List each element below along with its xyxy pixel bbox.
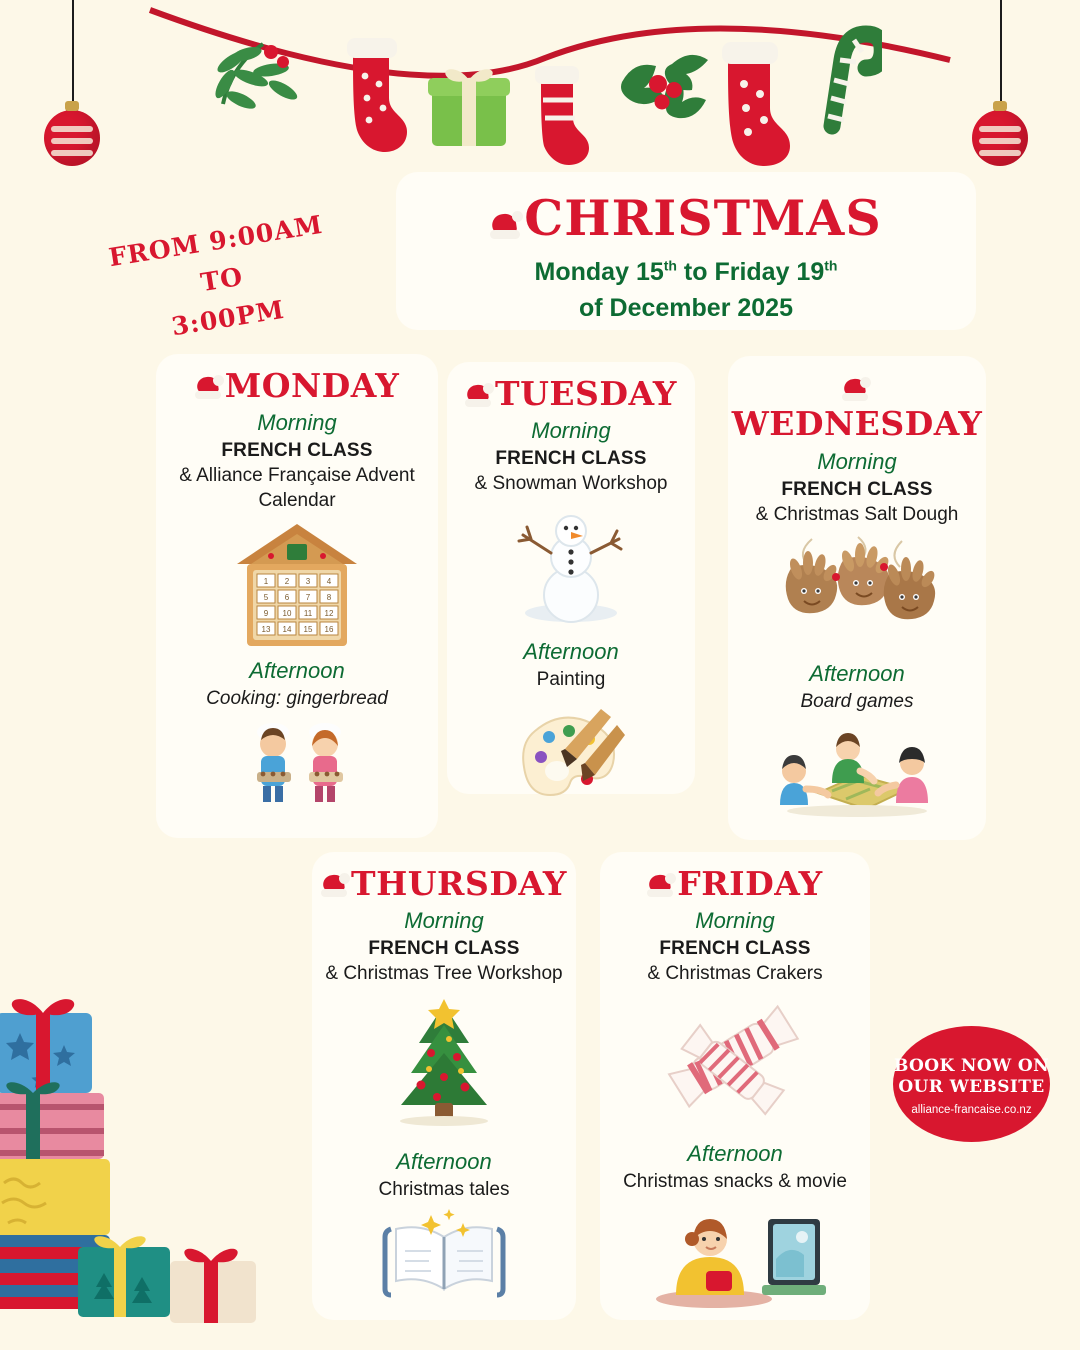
morning-class: FRENCH CLASS [221, 440, 373, 462]
day-title-thursday [312, 866, 576, 902]
day-title-text: FRIDAY [677, 864, 823, 903]
svg-text:2: 2 [284, 576, 290, 586]
morning-label: Morning [695, 908, 775, 934]
svg-text:15: 15 [303, 624, 313, 634]
afternoon-label: Afternoon [687, 1140, 783, 1166]
gift-pile-illustration [0, 985, 286, 1350]
morning-activity: & Christmas Tree Workshop [325, 963, 563, 985]
svg-text:11: 11 [303, 608, 313, 618]
afternoon-label: Afternoon [523, 638, 619, 664]
morning-label: Morning [257, 410, 337, 436]
snowman-icon [447, 507, 695, 625]
santa-hat-icon [195, 377, 221, 399]
svg-text:3: 3 [305, 576, 311, 586]
day-card-monday [156, 354, 438, 838]
svg-text:1: 1 [263, 576, 269, 586]
day-card-tuesday [447, 362, 695, 794]
day-title-monday [156, 368, 438, 404]
event-dates-line-1: Monday 15th to Friday 19th [534, 257, 838, 286]
morning-class: FRENCH CLASS [659, 938, 811, 960]
morning-activity: & Alliance Française Advent Calendar [179, 465, 415, 511]
morning-activity: & Snowman Workshop [474, 473, 668, 495]
afternoon-activity: Christmas tales [378, 1178, 510, 1200]
event-dates [396, 255, 976, 326]
candy-cane-icon [812, 20, 882, 135]
kids-baking-icon [156, 716, 438, 808]
stocking-icon [523, 60, 595, 165]
morning-class: FRENCH CLASS [781, 478, 933, 500]
advent-calendar-house-icon [156, 520, 438, 650]
open-storybook-icon [312, 1207, 576, 1307]
book-now-line-1: BOOK NOW ON [893, 1056, 1050, 1076]
afternoon-activity: Painting [536, 668, 606, 690]
santa-hat-icon [465, 385, 491, 407]
santa-hat-icon [490, 213, 520, 239]
santa-hat-icon [321, 875, 347, 897]
svg-text:8: 8 [326, 592, 332, 602]
santa-hat-icon [647, 875, 673, 897]
morning-class: FRENCH CLASS [368, 938, 520, 960]
morning-label: Morning [531, 418, 611, 444]
stocking-icon [706, 36, 796, 166]
afternoon-activity: Christmas snacks & movie [623, 1170, 847, 1192]
bauble-icon [972, 110, 1028, 166]
kids-board-game-icon [728, 719, 986, 819]
day-title-tuesday [447, 376, 695, 412]
day-title-friday [600, 866, 870, 902]
hours-line-1: FROM 9:00AM TO [106, 209, 325, 297]
event-dates-line-2: of December 2025 [578, 293, 793, 322]
salt-dough-handprint-ornaments-icon [728, 533, 986, 643]
christmas-tree-icon [312, 999, 576, 1129]
santa-hat-icon [842, 379, 868, 401]
day-title-text: THURSDAY [351, 864, 567, 903]
svg-text:13: 13 [261, 624, 271, 634]
holly-icon [610, 46, 720, 141]
page-title [396, 189, 976, 247]
book-now-badge[interactable] [893, 1026, 1050, 1142]
page-title-text: CHRISTMAS [524, 189, 882, 247]
morning-class: FRENCH CLASS [495, 448, 647, 470]
morning-label: Morning [404, 908, 484, 934]
book-now-line-2: OUR WEBSITE [898, 1077, 1045, 1098]
bauble-string [1000, 0, 1002, 110]
stocking-icon [333, 32, 413, 157]
svg-text:12: 12 [324, 608, 334, 618]
bauble-icon [44, 110, 100, 166]
paint-palette-icon [447, 697, 695, 807]
mistletoe-icon [205, 38, 315, 128]
morning-activity: & Christmas Crakers [647, 963, 823, 985]
hours-line-2: 3:00PM [169, 294, 287, 341]
day-title-text: MONDAY [224, 366, 400, 405]
day-title-wednesday [728, 370, 986, 443]
day-card-friday [600, 852, 870, 1320]
day-title-text: WEDNESDAY [731, 404, 983, 444]
svg-text:16: 16 [324, 624, 334, 634]
svg-text:7: 7 [305, 592, 311, 602]
afternoon-label: Afternoon [396, 1148, 492, 1174]
bauble-string [72, 0, 74, 110]
christmas-cracker-icon [600, 995, 870, 1123]
day-card-wednesday [728, 356, 986, 840]
garland-string-icon [0, 0, 1080, 190]
child-watching-tv-icon [600, 1199, 870, 1311]
morning-activity: & Christmas Salt Dough [755, 503, 959, 525]
svg-text:10: 10 [282, 608, 292, 618]
day-title-text: TUESDAY [495, 374, 677, 413]
afternoon-label: Afternoon [249, 657, 345, 683]
svg-text:5: 5 [263, 592, 269, 602]
svg-text:4: 4 [326, 576, 332, 586]
header-card [396, 172, 976, 330]
afternoon-activity: Cooking: gingerbread [206, 687, 388, 709]
afternoon-label: Afternoon [809, 661, 905, 687]
opening-hours [85, 202, 360, 357]
book-now-website: alliance-francaise.co.nz [911, 1103, 1032, 1116]
svg-text:14: 14 [282, 624, 292, 634]
svg-text:9: 9 [263, 608, 269, 618]
afternoon-activity: Board games [800, 691, 914, 713]
gift-box-icon [424, 62, 514, 154]
svg-text:6: 6 [284, 592, 290, 602]
morning-label: Morning [817, 448, 897, 474]
day-card-thursday [312, 852, 576, 1320]
christmas-garland [0, 0, 1080, 190]
